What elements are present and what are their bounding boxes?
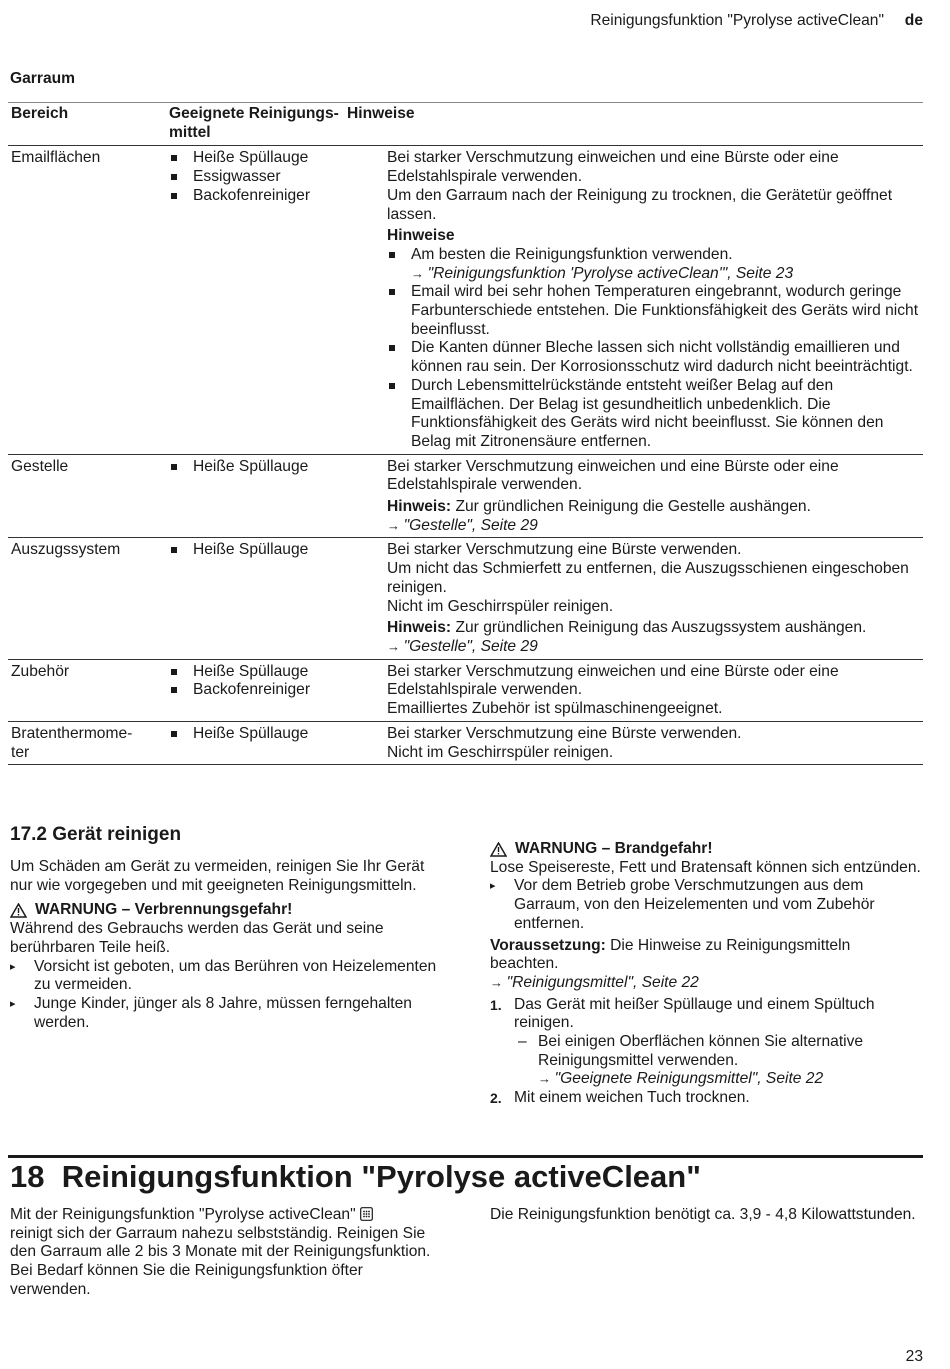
- warning-item: ▸ Junge Kinder, jünger als 8 Jahre, müssen ferngehalten werden.: [10, 995, 446, 1032]
- step-item: [490, 996, 922, 1090]
- right-column: [490, 834, 922, 1108]
- chapter-right-text: Die Reinigungsfunktion benötigt ca. 3,9 - 4,8 Kilowattstunden.: [490, 1206, 916, 1223]
- col-header-area: Bereich: [11, 105, 69, 122]
- left-column: [10, 858, 446, 1032]
- note-item: Am besten die Reinigungsfunktion verwenden.: [411, 245, 733, 263]
- cross-reference-link[interactable]: → "Gestelle", Seite 29: [387, 638, 923, 657]
- hint-label: Hinweis:: [387, 619, 452, 637]
- cross-reference-link[interactable]: → "Gestelle", Seite 29: [387, 517, 923, 536]
- row-text: Bei starker Verschmutzung einweichen und eine Bürste oder eine Edelstahlspirale verwenden.: [387, 662, 839, 699]
- row-text: Bei starker Verschmutzung eine Bürste verwenden.: [387, 724, 742, 742]
- agent-item: Essigwasser: [169, 168, 379, 187]
- step-text: Das Gerät mit heißer Spüllauge und einem Spültuch reinigen.: [514, 995, 875, 1032]
- warning-item: ▸ Vor dem Betrieb grobe Verschmutzungen aus dem Garraum, von den Heizelementen und vom Zubehör entfernen.: [490, 877, 922, 933]
- sub-step-text: Bei einigen Oberflächen können Sie alternative Reinigungsmittel verwenden.: [538, 1033, 864, 1069]
- table-row: [8, 455, 923, 539]
- row-area: Auszugssystem: [11, 541, 121, 559]
- table-row: [8, 660, 923, 722]
- chapter-text: reinigt sich der Garraum nahezu selbstständig.: [10, 1224, 333, 1242]
- row-area: Emailflächen: [11, 149, 101, 167]
- warning-item: ▸ Vorsicht ist geboten, um das Berühren von Heizelementen zu vermeiden.: [10, 958, 446, 995]
- prerequisite-text: Die Hinweise zu Reinigungsmitteln beachten.: [490, 936, 851, 973]
- language-code: de: [904, 12, 923, 29]
- section-intro: Um Schäden am Gerät zu vermeiden, reinigen Sie Ihr Gerät nur wie vorgegeben und mit geeigneten Reinigungsmitteln.: [10, 858, 425, 894]
- warning-title: WARNUNG – Brandgefahr!: [515, 840, 713, 857]
- agent-item: Backofenreiniger: [169, 681, 379, 700]
- step-number: 1.: [490, 996, 502, 1013]
- warning-text: Während des Gebrauchs werden das Gerät und seine berührbaren Teile heiß.: [10, 920, 384, 956]
- row-area: Bratenthermome- ter: [11, 724, 133, 761]
- warning-triangle-icon: [490, 842, 507, 857]
- warning-triangle-icon: [10, 903, 27, 918]
- note-item: Email wird bei sehr hohen Temperaturen eingebrannt, wodurch geringe Farbunterschiede entstehen. Die Funktionsfähigkeit des Geräts wird nicht beeinflusst.: [387, 283, 923, 339]
- row-text: Um nicht das Schmierfett zu entfernen, die Auszugsschienen eingeschoben reinigen.: [387, 560, 909, 596]
- row-text: Bei starker Verschmutzung eine Bürste verwenden.: [387, 541, 742, 559]
- agent-item: Backofenreiniger: [169, 187, 379, 206]
- prerequisite-label: Voraussetzung:: [490, 936, 606, 954]
- chapter-text: Mit der Reinigungsfunktion "Pyrolyse activeClean": [10, 1206, 356, 1223]
- agent-item: Heiße Spüllauge: [169, 725, 379, 744]
- row-area: Zubehör: [11, 662, 70, 680]
- row-text: Nicht im Geschirrspüler reinigen.: [387, 743, 614, 761]
- note-item: Durch Lebensmittelrückstände entsteht weißer Belag auf den Emailflächen. Der Belag ist gesundheitlich unbedenklich. Die Funktionsfähigkeit des Geräts wird nicht beeinflusst. Sie können den Belag mit Zitronensäure entfernen.: [387, 377, 923, 452]
- warning-heading: [490, 840, 922, 859]
- table-row: [8, 146, 923, 454]
- hint-text: Zur gründlichen Reinigung das Auszugssystem aushängen.: [455, 619, 867, 637]
- table-section-title: Garraum: [10, 70, 76, 87]
- agent-item: Heiße Spüllauge: [169, 663, 379, 682]
- running-header-title: Reinigungsfunktion "Pyrolyse activeClean": [590, 12, 884, 29]
- table-row: [8, 722, 923, 765]
- cross-reference-link[interactable]: → "Reinigungsmittel", Seite 22: [490, 974, 922, 993]
- pyrolysis-symbol-icon: [360, 1207, 373, 1221]
- agent-item: Heiße Spüllauge: [169, 458, 379, 477]
- step-number: 2.: [490, 1090, 502, 1107]
- warning-title: WARNUNG – Verbrennungsgefahr!: [35, 901, 293, 919]
- sub-step: – Bei einigen Oberflächen können Sie alternative Reinigungsmittel verwenden. → "Geeignete Reinigungsmittel", Seite 22: [514, 1033, 922, 1089]
- step-text: Mit einem weichen Tuch trocknen.: [514, 1089, 750, 1107]
- row-text: Bei starker Verschmutzung einweichen und eine Bürste oder eine Edelstahlspirale verwenden.: [387, 149, 839, 186]
- row-text: Um den Garraum nach der Reinigung zu trocknen, die Gerätetür geöffnet lassen.: [387, 186, 893, 223]
- notes-title: Hinweise: [387, 227, 455, 245]
- cleaning-table: [8, 102, 923, 765]
- step-item: [490, 1089, 922, 1108]
- chapter-left-text: [10, 1206, 440, 1300]
- table-row: [8, 538, 923, 659]
- page-number: 23: [905, 1348, 923, 1365]
- agent-item: Heiße Spüllauge: [169, 149, 379, 168]
- warning-text: Lose Speisereste, Fett und Bratensaft können sich entzünden.: [490, 858, 921, 876]
- hint-label: Hinweis:: [387, 498, 452, 516]
- cross-reference-link[interactable]: → "Reinigungsfunktion 'Pyrolyse activeClean'", Seite 23: [411, 265, 793, 282]
- row-text: Emailliertes Zubehör ist spülmaschinengeeignet.: [387, 700, 723, 718]
- warning-heading: [10, 901, 446, 920]
- col-header-notes: Hinweise: [347, 105, 415, 122]
- col-header-agents: Geeignete Reinigungs- mittel: [169, 105, 339, 141]
- row-text: Nicht im Geschirrspüler reinigen.: [387, 597, 614, 615]
- section-title: 17.2 Gerät reinigen: [10, 824, 182, 845]
- row-text: Bei starker Verschmutzung einweichen und eine Bürste oder eine Edelstahlspirale verwenden.: [387, 457, 839, 494]
- agent-item: Heiße Spüllauge: [169, 541, 379, 560]
- cross-reference-link[interactable]: → "Geeignete Reinigungsmittel", Seite 22: [538, 1070, 823, 1087]
- chapter-title: 18 Reinigungsfunktion "Pyrolyse activeClean": [10, 1159, 701, 1194]
- chapter-text: Reinigen Sie den Garraum alle 2 bis 3 Monate mit der Reinigungsfunktion. Bei Bedarf können Sie die Reinigungsfunktion öfter verwenden.: [10, 1224, 431, 1298]
- table-header-row: [8, 103, 923, 146]
- hint-text: Zur gründlichen Reinigung die Gestelle aushängen.: [455, 498, 811, 516]
- note-item: Die Kanten dünner Bleche lassen sich nicht vollständig emaillieren und können rau sein. Der Korrosionsschutz wird dadurch nicht beeinträchtigt.: [387, 339, 923, 376]
- row-area: Gestelle: [11, 457, 69, 475]
